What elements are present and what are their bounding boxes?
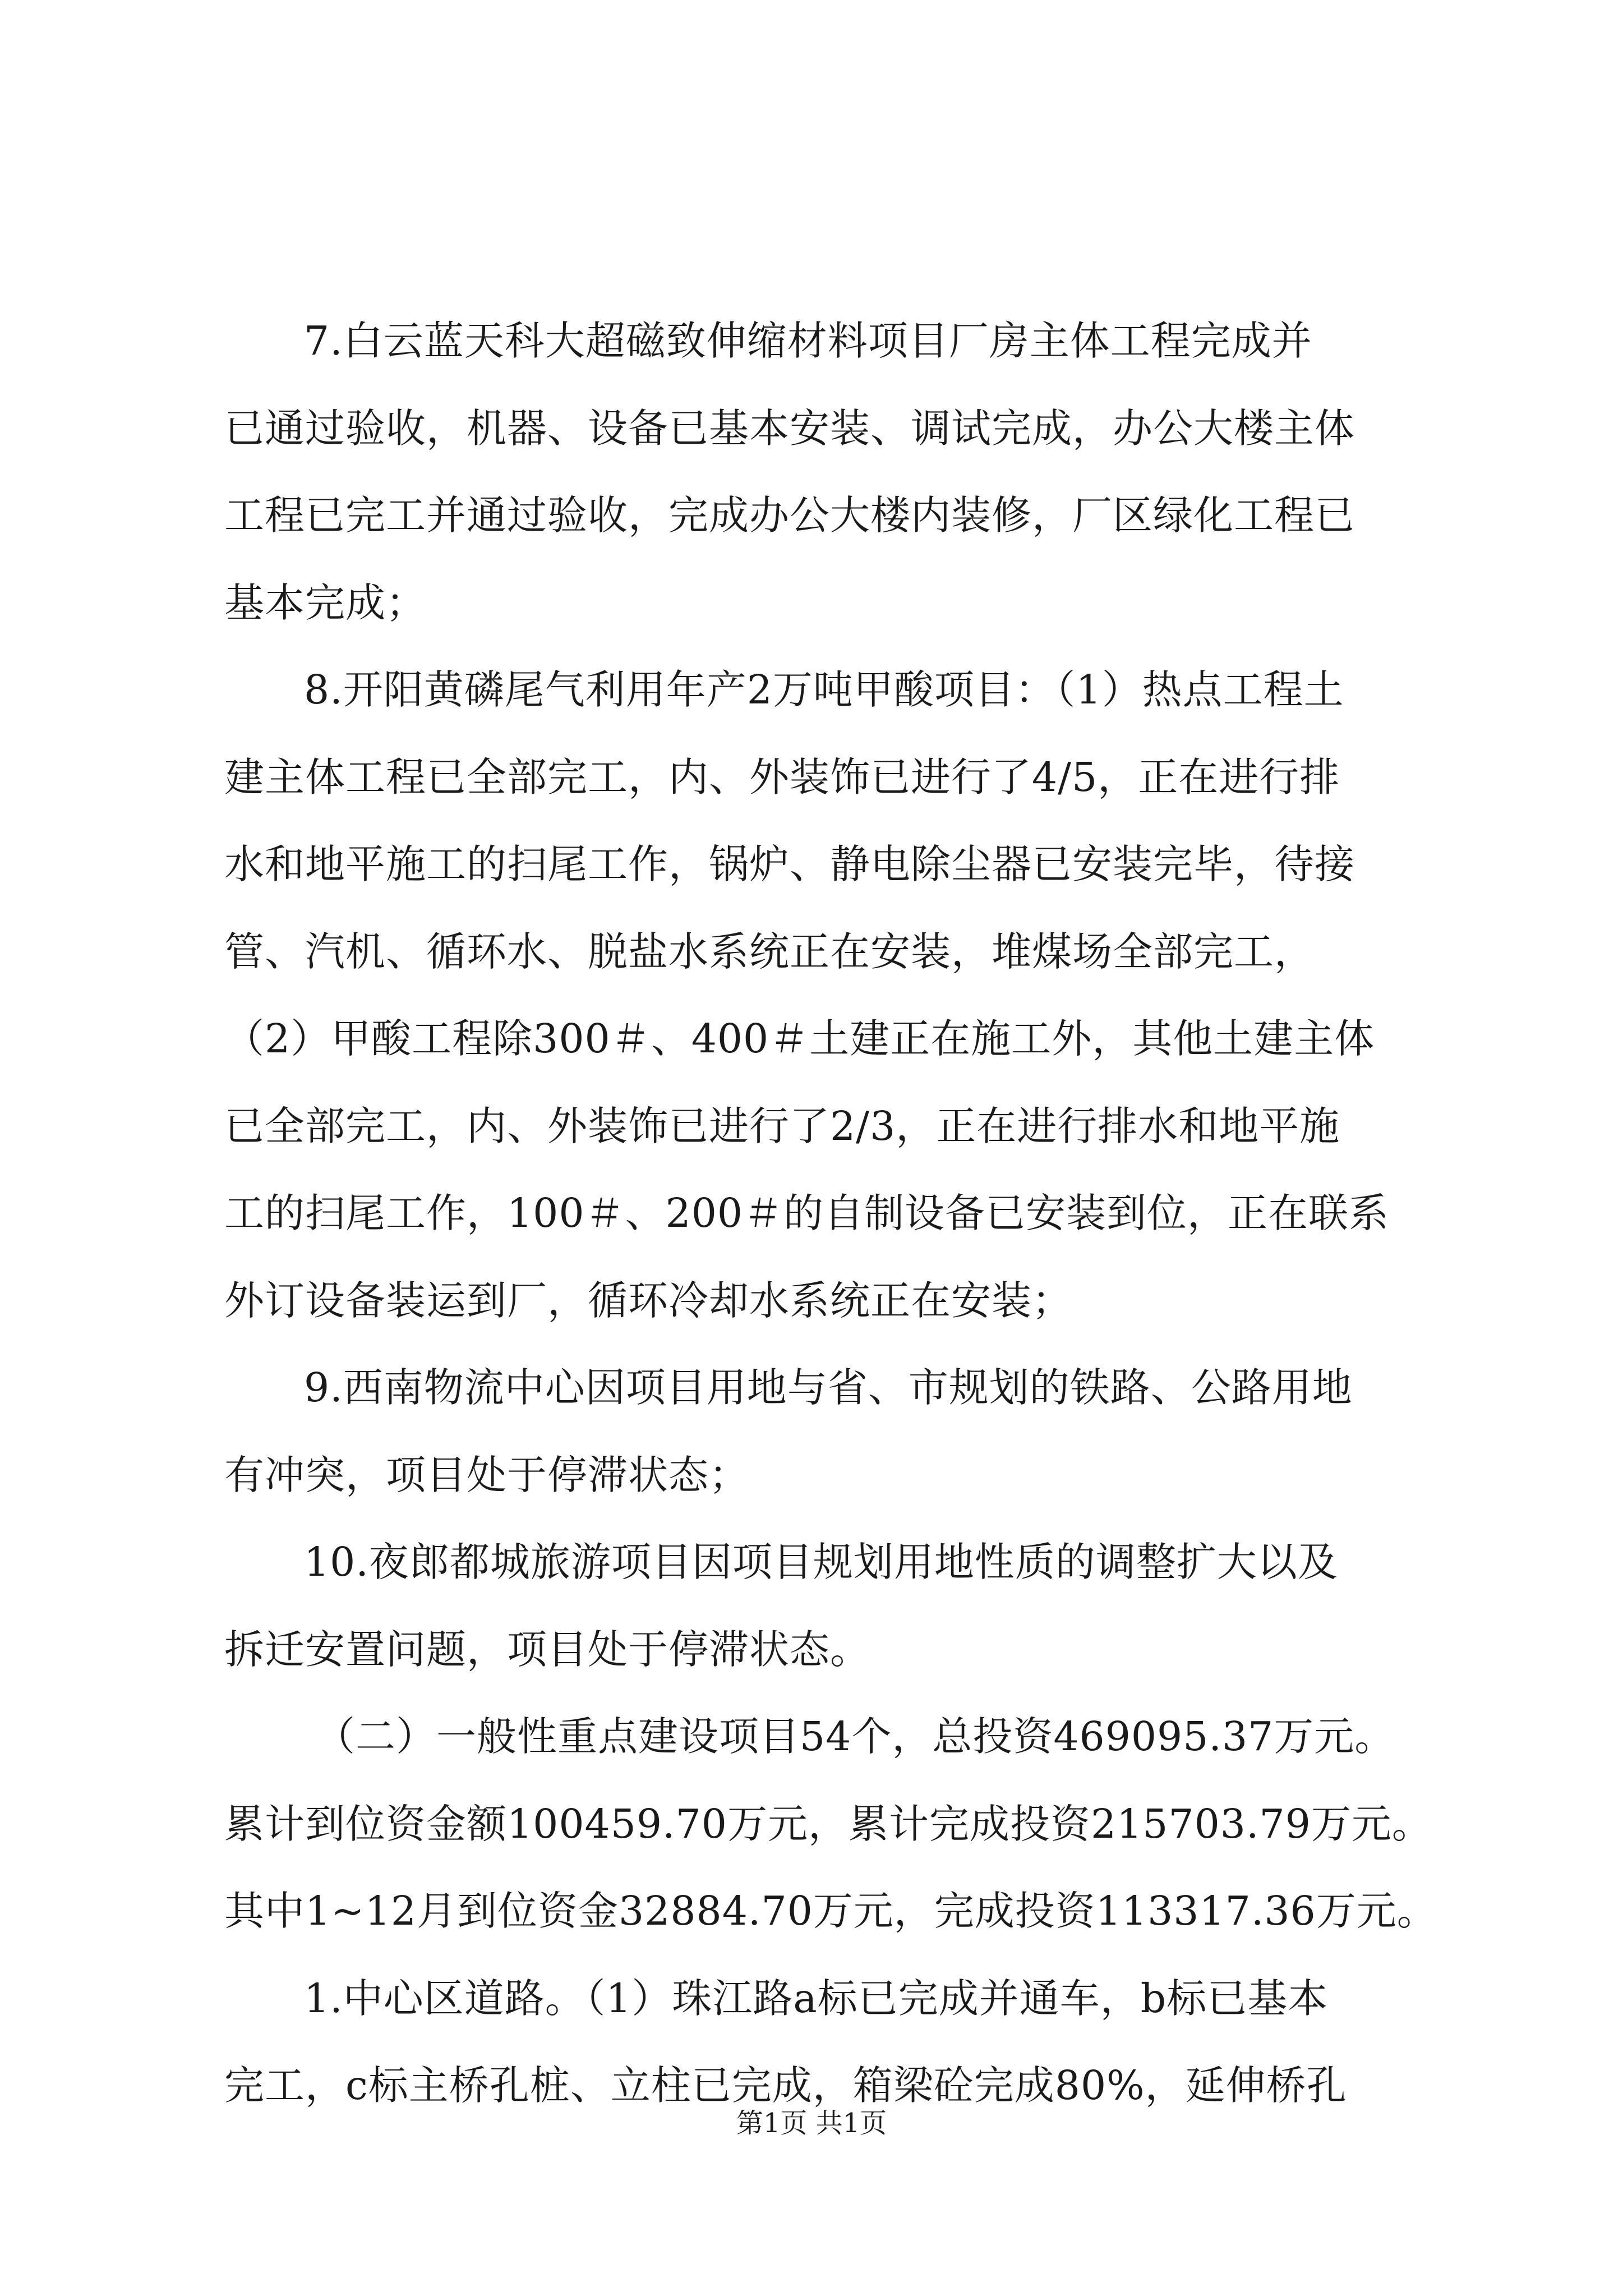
page-footer: 第1页 共1页 xyxy=(736,2108,887,2139)
paragraph-line: 7.白云蓝天科大超磁致伸缩材料项目厂房主体工程完成并 xyxy=(304,318,1312,364)
paragraph-line: 建主体工程已全部完工，内、外装饰已进行了4/5，正在进行排 xyxy=(224,753,1340,800)
paragraph-line: 完工，c标主桥孔桩、立柱已完成，箱梁砼完成80%，延伸桥孔 xyxy=(224,2062,1347,2109)
paragraph-line: 外订设备装运到厂，循环冷却水系统正在安装； xyxy=(224,1277,1073,1324)
paragraph-line: 基本完成； xyxy=(224,579,427,626)
paragraph-line: 9.西南物流中心因项目用地与省、市规划的铁路、公路用地 xyxy=(304,1364,1353,1411)
paragraph-line: 工的扫尾工作，100＃、200＃的自制设备已安装到位，正在联系 xyxy=(224,1190,1390,1236)
paragraph-line: 管、汽机、循环水、脱盐水系统正在安装，堆煤场全部完工， xyxy=(224,928,1315,975)
paragraph-line: 10.夜郎都城旅游项目因项目规划用地性质的调整扩大以及 xyxy=(304,1539,1338,1585)
paragraph-line: 其中1~12月到位资金32884.70万元，完成投资113317.36万元。 xyxy=(224,1888,1437,1934)
paragraph-line: 拆迁安置问题，项目处于停滞状态。 xyxy=(224,1626,871,1673)
paragraph-line: 水和地平施工的扫尾工作，锅炉、静电除尘器已安装完毕，待接 xyxy=(224,841,1355,887)
paragraph-line: 1.中心区道路。（1）珠江路a标已完成并通车，b标已基本 xyxy=(304,1975,1329,2022)
paragraph-line: 累计到位资金额100459.70万元，累计完成投资215703.79万元。 xyxy=(224,1800,1432,1847)
paragraph-line: 有冲突，项目处于停滞状态； xyxy=(224,1451,750,1498)
document-body xyxy=(224,297,1437,2129)
paragraph-line: （2）甲酸工程除300＃、400＃土建正在施工外，其他土建主体 xyxy=(224,1015,1375,1062)
paragraph-line: 已通过验收，机器、设备已基本安装、调试完成，办公大楼主体 xyxy=(224,404,1355,452)
paragraph-line: （二）一般性重点建设项目54个，总投资469095.37万元。 xyxy=(315,1713,1395,1760)
paragraph-line: 8.开阳黄磷尾气利用年产2万吨甲酸项目：（1）热点工程土 xyxy=(304,666,1344,713)
paragraph-line: 已全部完工，内、外装饰已进行了2/3，正在进行排水和地平施 xyxy=(224,1102,1340,1149)
paragraph-line: 工程已完工并通过验收，完成办公大楼内装修，厂区绿化工程已 xyxy=(224,492,1355,539)
